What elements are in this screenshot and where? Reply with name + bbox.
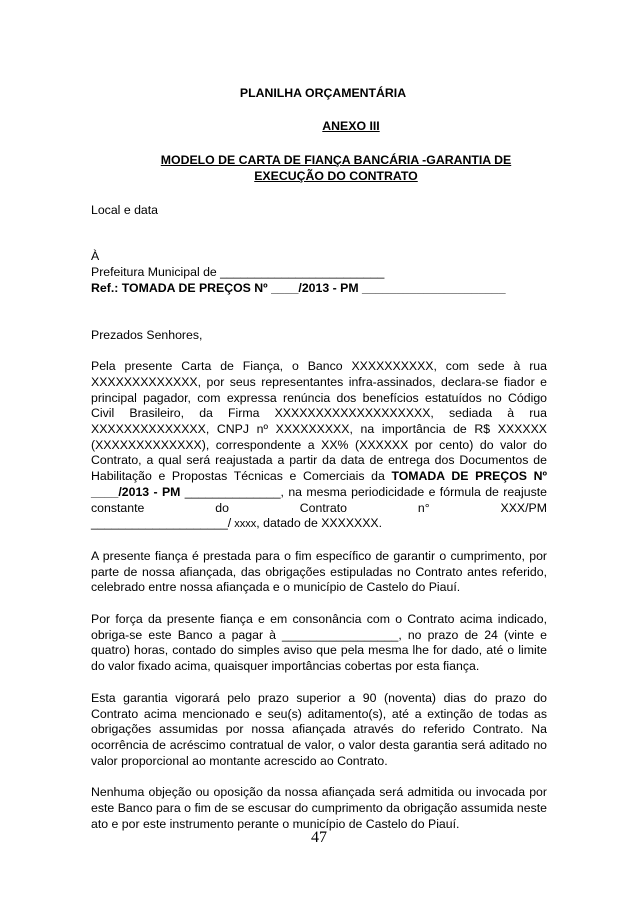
model-heading-line1: MODELO DE CARTA DE FIANÇA BANCÁRIA -GARANTIA DE [160,152,512,167]
reference-line: Ref.: TOMADA DE PREÇOS Nº ____/2013 - PM _____________________ [91,280,506,295]
place-and-date: Local e data [91,202,159,217]
paragraph-guarantee-blank: ____________________/ [91,516,232,531]
paragraph-purpose: A presente fiança é prestada para o fim específico de garantir o cumprimento, por parte de nossa afiançada, das obrigações estipuladas no Contrato antes referido, celebrado entre nossa afiançada e o município de Castelo do Piauí. [91,548,547,595]
annex-heading: ANEXO III [322,119,380,133]
paragraph-guarantee-tomada: TOMADA DE PREÇOS Nº ____/2013 - PM [91,469,548,499]
paragraph-no-objection: Nenhuma objeção ou oposição da nossa afiançada será admitida ou invocada por este Banco para o fim de se escusar do cumprimento da obrigação assumida neste ato e por este instrumento perante o município de Castelo do Piauí. [91,785,547,831]
paragraph-payment-obligation: Por força da presente fiança e em consonância com o Contrato acima indicado, obriga-se este Banco a pagar à _________________, no prazo de 24 (vinte e quatro) horas, contado do simples aviso que pela mesma lhe for dado, até o limite do valor fixado acima, quaisquer importâncias cobertas por esta fiança. [91,612,547,674]
paragraph-guarantee-last-line [91,516,547,533]
recipient-prefeitura: Prefeitura Municipal de ________________________ [91,265,385,280]
model-heading-line2: EXECUÇÃO DO CONTRATO [254,168,418,183]
paragraph-guarantee-body [91,359,547,516]
document-page [91,86,547,833]
document-title: PLANILHA ORÇAMENTÁRIA [239,86,407,100]
salutation: Prezados Senhores, [91,327,203,342]
paragraph-guarantee-text-b: ______________, na mesma periodicidade e fórmula de reajuste constante do Contrato n° XXX/PM [91,484,547,515]
paragraph-guarantee-date: , datado de XXXXXXX. [256,516,383,531]
paragraph-guarantee-terms [91,359,547,533]
model-heading [91,152,547,184]
paragraph-guarantee-text-a: Pela presente Carta de Fiança, o Banco XXXXXXXXXX, com sede à rua XXXXXXXXXXXXX, por seus representantes infra-assinados, declara-se fiador e principal pagador, com expressa renúncia dos benefícios estatuídos no Código Civil Brasileiro, da Firma XXXXXXXXXXXXXXXXXXX, sediada à rua XXXXXXXXXXXXXX, CNPJ nº XXXXXXXXX, na importância de R$ XXXXXX (XXXXXXXXXXXXX), correspondente a XX% (XXXXXX por cento) do valor do Contrato, a qual será reajustada a partir da data de entrega dos Documentos de Habilitação e Propostas Técnicas e Comerciais da [91,359,547,484]
paragraph-guarantee-year: xxxx [231,518,257,531]
paragraph-validity: Esta garantia vigorará pelo prazo superior a 90 (noventa) dias do prazo do Contrato acima mencionado e seu(s) aditamento(s), até a extinção de todas as obrigações assumidas por nossa afiançada através do referido Contrato. Na ocorrência de acréscimo contratual de valor, o valor desta garantia será aditado no valor proporcional ao montante acrescido ao Contrato. [91,690,547,768]
page-number: 47 [311,829,327,846]
recipient-to: À [91,249,100,264]
